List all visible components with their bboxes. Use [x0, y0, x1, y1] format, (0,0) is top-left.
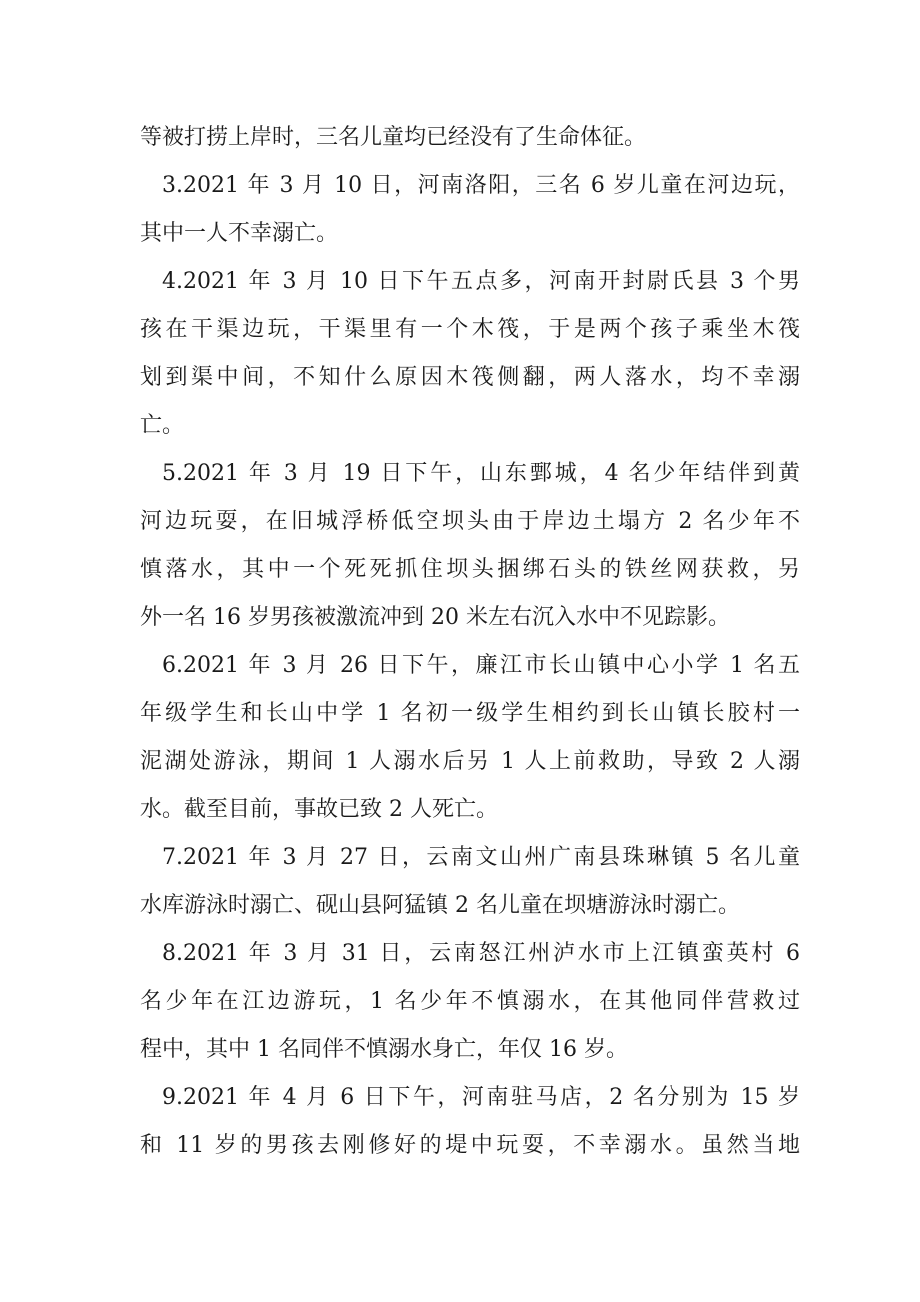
text-line: 程中，其中 1 名同伴不慎溺水身亡，年仅 16 岁。: [140, 1037, 628, 1062]
text-line: 等被打捞上岸时，三名儿童均已经没有了生命体征。: [140, 125, 647, 150]
text-line: 年级学生和长山中学 1 名初一级学生相约到长山镇长胶村一: [140, 701, 800, 726]
paragraph: [140, 258, 800, 450]
document-body: [140, 114, 800, 1170]
text-line: 孩在干渠边玩，干渠里有一个木筏，于是两个孩子乘坐木筏: [140, 317, 800, 342]
text-line: 名少年在江边游玩，1 名少年不慎溺水，在其他同伴营救过: [140, 989, 800, 1014]
paragraph: [140, 114, 800, 162]
paragraph: [140, 450, 800, 642]
text-line: 4.2021 年 3 月 10 日下午五点多，河南开封尉氏县 3 个男: [162, 269, 800, 294]
text-line: 水。截至目前，事故已致 2 人死亡。: [140, 797, 498, 822]
text-line: 8.2021 年 3 月 31 日，云南怒江州泸水市上江镇蛮英村 6: [162, 941, 800, 966]
text-line: 3.2021 年 3 月 10 日，河南洛阳，三名 6 岁儿童在河边玩，: [162, 173, 800, 198]
paragraph: [140, 1074, 800, 1170]
text-line: 7.2021 年 3 月 27 日，云南文山州广南县珠琳镇 5 名儿童: [162, 845, 800, 870]
text-line: 9.2021 年 4 月 6 日下午，河南驻马店，2 名分别为 15 岁: [162, 1085, 800, 1110]
text-line: 泥湖处游泳，期间 1 人溺水后另 1 人上前救助，导致 2 人溺: [140, 749, 800, 774]
text-line: 划到渠中间，不知什么原因木筏侧翻，两人落水，均不幸溺: [140, 365, 800, 390]
text-line: 外一名 16 岁男孩被激流冲到 20 米左右沉入水中不见踪影。: [140, 605, 730, 630]
text-line: 和 11 岁的男孩去刚修好的堤中玩耍，不幸溺水。虽然当地: [140, 1133, 800, 1158]
text-line: 5.2021 年 3 月 19 日下午，山东鄄城，4 名少年结伴到黄: [162, 461, 800, 486]
text-line: 河边玩耍，在旧城浮桥低空坝头由于岸边土塌方 2 名少年不: [140, 509, 800, 534]
text-line: 亡。: [140, 413, 185, 438]
text-line: 6.2021 年 3 月 26 日下午，廉江市长山镇中心小学 1 名五: [162, 653, 800, 678]
text-line: 慎落水，其中一个死死抓住坝头捆绑石头的铁丝网获救，另: [140, 557, 800, 582]
paragraph: [140, 162, 800, 258]
paragraph: [140, 930, 800, 1074]
paragraph: [140, 834, 800, 930]
text-line: 水库游泳时溺亡、砚山县阿猛镇 2 名儿童在坝塘游泳时溺亡。: [140, 893, 740, 918]
text-line: 其中一人不幸溺亡。: [140, 221, 339, 246]
paragraph: [140, 642, 800, 834]
